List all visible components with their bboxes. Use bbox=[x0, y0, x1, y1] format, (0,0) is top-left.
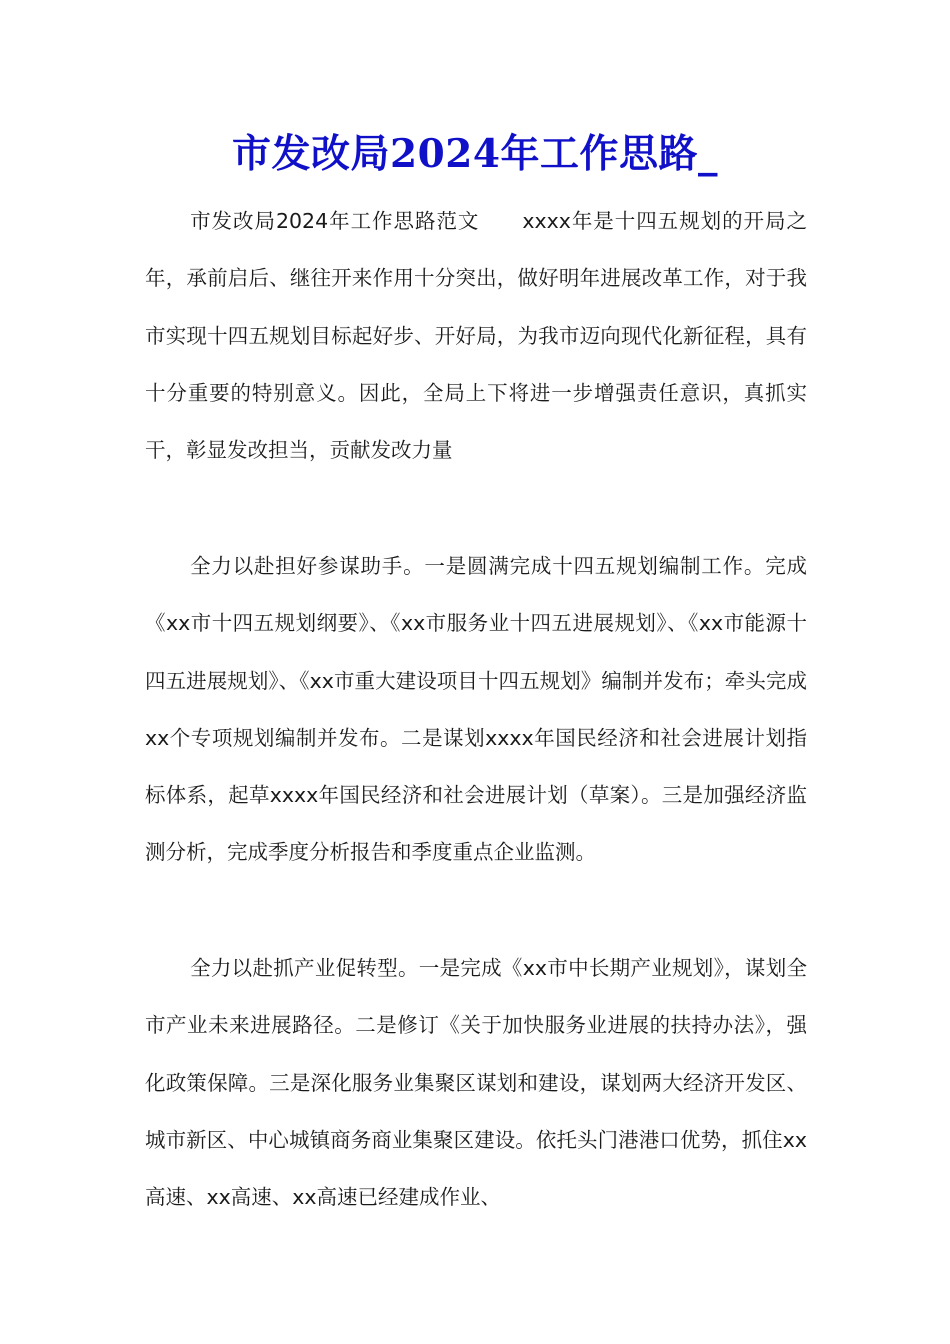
paragraph-planning: 全力以赴担好参谋助手。一是圆满完成十四五规划编制工作。完成《xx市十四五规划纲要》、《xx市服务业十四五进展规划》、《xx市能源十四五进展规划》、《xx市重大建设项目十四五规划》编制并发布；牵头完成xx个专项规划编制并发布。二是谋划xxxx年国民经济和社会进展计划指标体系，起草xxxx年国民经济和社会进展计划（草案）。三是加强经济监测分析，完成季度分析报告和季度重点企业监测。 bbox=[145, 554, 807, 865]
paragraph-intro: 市发改局2024年工作思路范文 xxxx年是十四五规划的开局之年，承前启后、继往开来作用十分突出，做好明年进展改革工作，对于我市实现十四五规划目标起好步、开好局，为我市迈向现代化新征程，具有十分重要的特别意义。因此，全局上下将进一步增强责任意识，真抓实干，彰显发改担当，贡献发改力量 bbox=[145, 209, 807, 463]
document-title: 市发改局2024年工作思路_ bbox=[231, 131, 719, 177]
paragraph-industry: 全力以赴抓产业促转型。一是完成《xx市中长期产业规划》，谋划全市产业未来进展路径。二是修订《关于加快服务业进展的扶持办法》，强化政策保障。三是深化服务业集聚区谋划和建设，谋划两大经济开发区、城市新区、中心城镇商务商业集聚区建设。依托头门港港口优势，抓住xx高速、xx高速、xx高速已经建成作业、 bbox=[145, 956, 807, 1210]
